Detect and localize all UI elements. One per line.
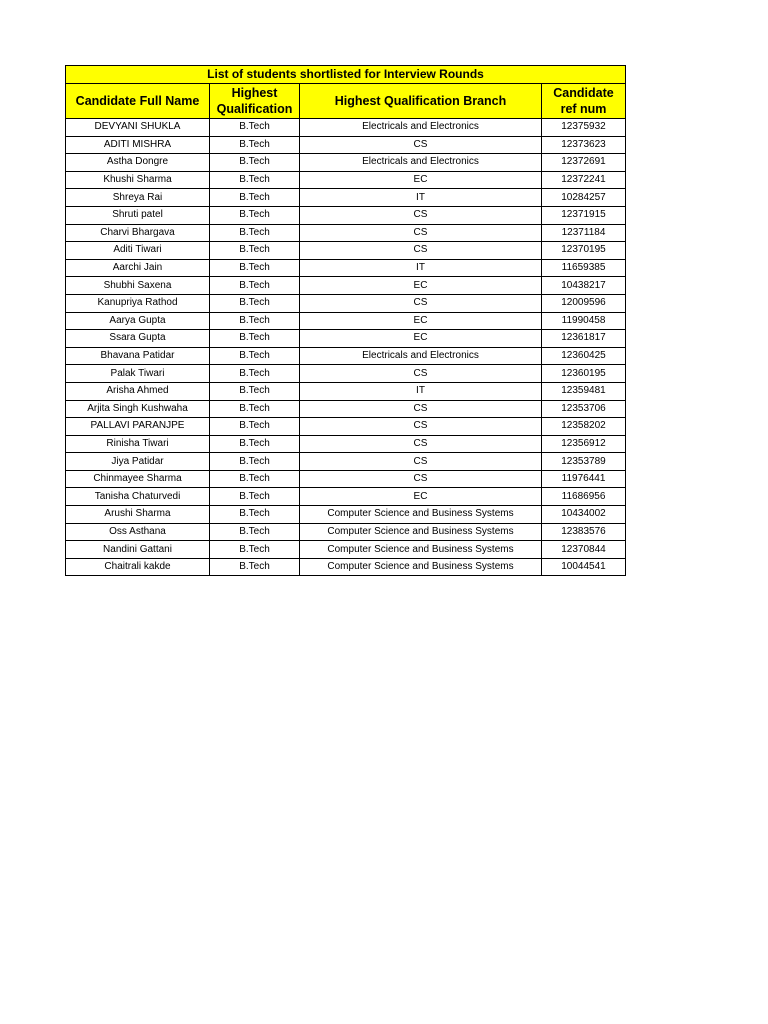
candidate-name-cell: Shruti patel	[66, 206, 210, 224]
qualification-cell: B.Tech	[210, 294, 300, 312]
qualification-cell: B.Tech	[210, 259, 300, 277]
ref-num-cell: 11686956	[542, 488, 626, 506]
table-row	[66, 154, 626, 172]
table-row	[66, 400, 626, 418]
candidate-name-cell: Ssara Gupta	[66, 330, 210, 348]
branch-cell: Computer Science and Business Systems	[300, 506, 542, 524]
branch-cell: Computer Science and Business Systems	[300, 541, 542, 559]
ref-num-cell: 12373623	[542, 136, 626, 154]
qualification-cell: B.Tech	[210, 189, 300, 207]
ref-num-cell: 12372691	[542, 154, 626, 172]
table-row	[66, 558, 626, 576]
candidate-name-cell: Tanisha Chaturvedi	[66, 488, 210, 506]
branch-cell: CS	[300, 136, 542, 154]
ref-num-cell: 10438217	[542, 277, 626, 295]
candidate-name-cell: Arisha Ahmed	[66, 382, 210, 400]
table-row	[66, 453, 626, 471]
table-row	[66, 418, 626, 436]
branch-cell: CS	[300, 453, 542, 471]
table-row	[66, 470, 626, 488]
qualification-cell: B.Tech	[210, 206, 300, 224]
branch-cell: EC	[300, 277, 542, 295]
candidate-name-cell: Arjita Singh Kushwaha	[66, 400, 210, 418]
qualification-cell: B.Tech	[210, 154, 300, 172]
qualification-cell: B.Tech	[210, 224, 300, 242]
table-body	[66, 119, 626, 576]
ref-num-cell: 12370195	[542, 242, 626, 260]
ref-num-cell: 12360425	[542, 347, 626, 365]
candidate-name-cell: ADITI MISHRA	[66, 136, 210, 154]
table-row	[66, 488, 626, 506]
qualification-cell: B.Tech	[210, 242, 300, 260]
branch-cell: CS	[300, 418, 542, 436]
ref-num-cell: 10044541	[542, 558, 626, 576]
ref-num-cell: 11659385	[542, 259, 626, 277]
candidate-name-cell: PALLAVI PARANJPE	[66, 418, 210, 436]
qualification-cell: B.Tech	[210, 119, 300, 137]
branch-cell: CS	[300, 435, 542, 453]
qualification-cell: B.Tech	[210, 400, 300, 418]
table-row	[66, 259, 626, 277]
ref-num-cell: 12358202	[542, 418, 626, 436]
branch-cell: EC	[300, 312, 542, 330]
qualification-cell: B.Tech	[210, 435, 300, 453]
ref-num-cell: 12383576	[542, 523, 626, 541]
branch-cell: IT	[300, 259, 542, 277]
qualification-cell: B.Tech	[210, 453, 300, 471]
candidate-name-cell: Shreya Rai	[66, 189, 210, 207]
table-row	[66, 277, 626, 295]
shortlist-sheet	[65, 65, 625, 576]
table-row	[66, 330, 626, 348]
ref-num-cell: 12353706	[542, 400, 626, 418]
branch-cell: Computer Science and Business Systems	[300, 523, 542, 541]
qualification-cell: B.Tech	[210, 136, 300, 154]
qualification-cell: B.Tech	[210, 171, 300, 189]
table-row	[66, 224, 626, 242]
qualification-cell: B.Tech	[210, 470, 300, 488]
branch-cell: IT	[300, 189, 542, 207]
ref-num-cell: 10284257	[542, 189, 626, 207]
candidate-name-cell: Arushi Sharma	[66, 506, 210, 524]
branch-cell: Electricals and Electronics	[300, 347, 542, 365]
table-row	[66, 541, 626, 559]
ref-num-cell: 12009596	[542, 294, 626, 312]
qualification-cell: B.Tech	[210, 382, 300, 400]
ref-num-cell: 12359481	[542, 382, 626, 400]
branch-cell: EC	[300, 488, 542, 506]
candidate-name-cell: Chaitrali kakde	[66, 558, 210, 576]
candidate-name-cell: Oss Asthana	[66, 523, 210, 541]
qualification-cell: B.Tech	[210, 523, 300, 541]
branch-cell: CS	[300, 206, 542, 224]
candidate-name-cell: Chinmayee Sharma	[66, 470, 210, 488]
candidate-name-cell: Nandini Gattani	[66, 541, 210, 559]
table-row	[66, 171, 626, 189]
branch-cell: Computer Science and Business Systems	[300, 558, 542, 576]
header-row	[66, 84, 626, 119]
candidate-name-cell: Palak Tiwari	[66, 365, 210, 383]
branch-cell: CS	[300, 400, 542, 418]
branch-cell: EC	[300, 330, 542, 348]
candidate-name-cell: Aditi Tiwari	[66, 242, 210, 260]
ref-num-cell: 12375932	[542, 119, 626, 137]
candidate-name-cell: Bhavana Patidar	[66, 347, 210, 365]
table-row	[66, 365, 626, 383]
candidate-name-cell: Aarchi Jain	[66, 259, 210, 277]
candidate-name-cell: Charvi Bhargava	[66, 224, 210, 242]
column-header-qualification: Highest Qualification	[210, 84, 300, 119]
branch-cell: IT	[300, 382, 542, 400]
qualification-cell: B.Tech	[210, 347, 300, 365]
table-row	[66, 136, 626, 154]
column-header-name: Candidate Full Name	[66, 84, 210, 119]
ref-num-cell: 12361817	[542, 330, 626, 348]
qualification-cell: B.Tech	[210, 506, 300, 524]
candidate-name-cell: Khushi Sharma	[66, 171, 210, 189]
table-row	[66, 382, 626, 400]
sheet-title: List of students shortlisted for Interview Rounds	[66, 66, 626, 84]
table-row	[66, 435, 626, 453]
qualification-cell: B.Tech	[210, 312, 300, 330]
qualification-cell: B.Tech	[210, 365, 300, 383]
candidate-name-cell: DEVYANI SHUKLA	[66, 119, 210, 137]
title-row	[66, 66, 626, 84]
branch-cell: Electricals and Electronics	[300, 154, 542, 172]
candidate-name-cell: Jiya Patidar	[66, 453, 210, 471]
branch-cell: CS	[300, 470, 542, 488]
candidate-name-cell: Shubhi Saxena	[66, 277, 210, 295]
branch-cell: CS	[300, 242, 542, 260]
qualification-cell: B.Tech	[210, 488, 300, 506]
ref-num-cell: 10434002	[542, 506, 626, 524]
table-row	[66, 312, 626, 330]
table-row	[66, 506, 626, 524]
column-header-branch: Highest Qualification Branch	[300, 84, 542, 119]
shortlist-table	[65, 65, 626, 576]
ref-num-cell: 12360195	[542, 365, 626, 383]
qualification-cell: B.Tech	[210, 330, 300, 348]
table-row	[66, 294, 626, 312]
ref-num-cell: 12370844	[542, 541, 626, 559]
branch-cell: CS	[300, 294, 542, 312]
table-row	[66, 189, 626, 207]
table-row	[66, 523, 626, 541]
table-row	[66, 206, 626, 224]
qualification-cell: B.Tech	[210, 418, 300, 436]
candidate-name-cell: Astha Dongre	[66, 154, 210, 172]
qualification-cell: B.Tech	[210, 541, 300, 559]
candidate-name-cell: Kanupriya Rathod	[66, 294, 210, 312]
column-header-ref-num: Candidate ref num	[542, 84, 626, 119]
ref-num-cell: 11990458	[542, 312, 626, 330]
table-row	[66, 347, 626, 365]
branch-cell: CS	[300, 365, 542, 383]
ref-num-cell: 12371915	[542, 206, 626, 224]
branch-cell: Electricals and Electronics	[300, 119, 542, 137]
qualification-cell: B.Tech	[210, 277, 300, 295]
ref-num-cell: 12353789	[542, 453, 626, 471]
ref-num-cell: 12371184	[542, 224, 626, 242]
branch-cell: EC	[300, 171, 542, 189]
table-row	[66, 119, 626, 137]
candidate-name-cell: Rinisha Tiwari	[66, 435, 210, 453]
ref-num-cell: 11976441	[542, 470, 626, 488]
ref-num-cell: 12372241	[542, 171, 626, 189]
qualification-cell: B.Tech	[210, 558, 300, 576]
ref-num-cell: 12356912	[542, 435, 626, 453]
table-row	[66, 242, 626, 260]
candidate-name-cell: Aarya Gupta	[66, 312, 210, 330]
branch-cell: CS	[300, 224, 542, 242]
